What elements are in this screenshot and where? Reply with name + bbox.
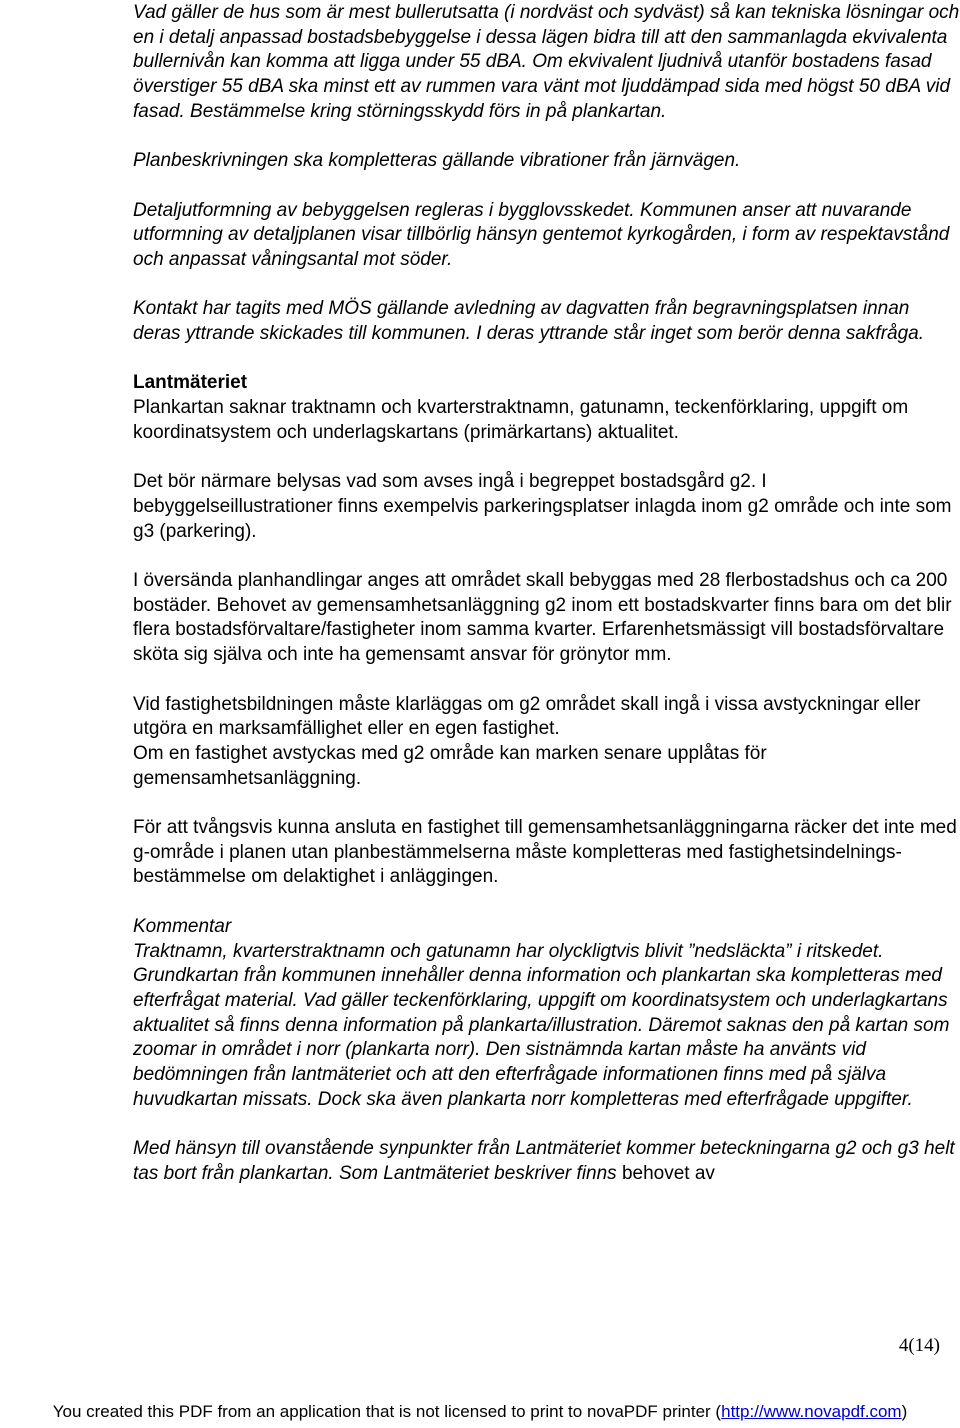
paragraph-slutsats <box>133 1137 960 1186</box>
page-number: 4(14) <box>898 1335 940 1356</box>
paragraph-buller: Vad gäller de hus som är mest bullerutsatta (i nordväst och sydväst) så kan tekniska lösningar och en i detalj anpassad bostadsbebyggelse i dessa lägen bidra till att den sammanlagda ekvivalenta bullernivån kan komma att ligga under 55 dBA. Om ekvivalent ljudnivå utanför bostadens fasad överstiger 55 dBA ska minst ett av rummen vara vänt mot ljuddämpad sida med högst 50 dBA vid fasad. Bestämmelse kring störningsskydd förs in på plankartan. <box>133 2 960 122</box>
paragraph-vibrationer: Planbeskrivningen ska kompletteras gällande vibrationer från järnvägen. <box>133 150 741 172</box>
kommentar-label: Kommentar <box>133 915 232 937</box>
footer-text: You created this PDF from an application that is not licensed to print to novaPDF printer ( <box>52 1402 722 1421</box>
footer-link[interactable]: http://www.novapdf.com <box>721 1402 902 1421</box>
document-body <box>133 0 960 1187</box>
section-heading-lantmateriet: Lantmäteriet <box>133 372 248 394</box>
footer-text-end: ) <box>901 1402 908 1421</box>
paragraph-tvangsvis: För att tvångsvis kunna ansluta en fastighet till gemensamhetsanläggningarna räcker det inte med g-område i planen utan planbestämmelserna måste kompletteras med fastighetsindelnings-bestämmelse om delaktighet i anläggingen. <box>133 817 957 888</box>
footer-notice <box>0 1402 960 1422</box>
paragraph-bostadsgard: Det bör närmare belysas vad som avses ingå i begreppet bostadsgård g2. I bebyggelseillustrationer finns exempelvis parkeringsplatser inlagda inom g2 område och inte som g3 (parkering). <box>133 471 952 542</box>
paragraph-detaljutformning: Detaljutformning av bebyggelsen regleras i bygglovsskedet. Kommunen anser att nuvarande utformning av detaljplanen visar tillbörlig hänsyn gentemot kyrkogården, i form av respektavstånd och anpassat våningsantal mot söder. <box>133 199 950 270</box>
slutsats-normal-text: behovet av <box>616 1162 715 1184</box>
paragraph-planhandlingar: I översända planhandlingar anges att området skall bebyggas med 28 flerbostadshus och ca 200 bostäder. Behovet av gemensamhetsanläggning g2 inom ett bostadskvarter finns bara om det blir flera bostadsförvaltare/fastigheter inom samma kvarter. Erfarenhetsmässigt vill bostadsförvaltare sköta sig själva och inte ha gemensamt ansvar för grönytor mm. <box>133 570 952 666</box>
paragraph-mos: Kontakt har tagits med MÖS gällande avledning av dagvatten från begravningsplatsen innan deras yttrande skickades till kommunen. I deras yttrande står inget som berör denna sakfråga. <box>133 298 925 345</box>
paragraph-kommentar: Traktnamn, kvarterstraktnamn och gatunamn har olyckligtvis blivit ”nedsläckta” i ritskedet. Grundkartan från kommunen innehåller denna information och plankartan ska kompletteras med efterfrågat material. Vad gäller teckenförklaring, uppgift om koordinatsystem och underlagkartans aktualitet så finns denna information på plankarta/illustration. Däremot saknas den på kartan som zoomar in området i norr (plankarta norr). Den sistnämnda kartan måste ha använts vid bedömningen från lantmäteriet och att den efterfrågade informationen finns med på själva huvudkartan missats. Dock ska även plankarta norr kompletteras med efterfrågade uppgifter. <box>133 940 950 1110</box>
paragraph-avstyckning: Om en fastighet avstyckas med g2 område kan marken senare upplåtas för gemensamhetsanläggning. <box>133 742 767 789</box>
paragraph-plankartan: Plankartan saknar traktnamn och kvarterstraktnamn, gatunamn, teckenförklaring, uppgift om koordinatsystem och underlagskartans (primärkartans) aktualitet. <box>133 397 909 443</box>
paragraph-fastighetsbildning: Vid fastighetsbildningen måste klarläggas om g2 området skall ingå i vissa avstyckningar eller utgöra en marksamfällighet eller en egen fastighet. <box>133 693 921 740</box>
slutsats-italic-text: Med hänsyn till ovanstående synpunkter från Lantmäteriet kommer beteckningarna g2 och g3 helt tas bort från plankartan. Som Lantmäteriet beskriver finns <box>133 1138 955 1184</box>
